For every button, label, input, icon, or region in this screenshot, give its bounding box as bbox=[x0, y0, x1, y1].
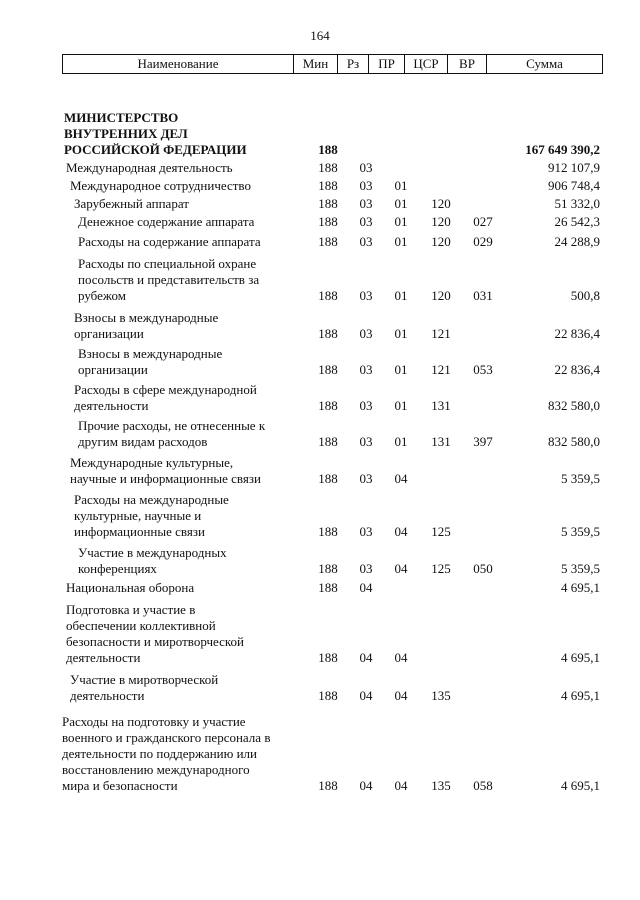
row-sum: 22 836,4 bbox=[554, 362, 600, 377]
row-name: Участие в миротворческой деятельности bbox=[70, 672, 219, 703]
row-sum: 4 695,1 bbox=[561, 778, 600, 793]
row-rz: 03 bbox=[359, 471, 373, 486]
row-min: 188 bbox=[318, 434, 338, 449]
row-sum: 4 695,1 bbox=[561, 688, 600, 703]
row-min: 188 bbox=[318, 178, 338, 193]
row-rz: 03 bbox=[359, 214, 373, 229]
row-sum: 906 748,4 bbox=[548, 178, 600, 193]
row-csr: 125 bbox=[431, 561, 451, 576]
row-sum: 26 542,3 bbox=[554, 214, 600, 229]
row-min: 188 bbox=[318, 362, 338, 377]
row-min: 188 bbox=[318, 688, 338, 703]
row-name: Взносы в международные организации bbox=[78, 346, 223, 377]
row-rz: 03 bbox=[359, 398, 373, 413]
row-pr: 01 bbox=[394, 362, 408, 377]
row-min: 188 bbox=[318, 524, 338, 539]
row-sum: 22 836,4 bbox=[554, 326, 600, 341]
row-rz: 03 bbox=[359, 561, 373, 576]
row-csr: 125 bbox=[431, 524, 451, 539]
row-sum: 51 332,0 bbox=[554, 196, 600, 211]
row-pr: 04 bbox=[394, 650, 408, 665]
row-name: МИНИСТЕРСТВО ВНУТРЕННИХ ДЕЛ РОССИЙСКОЙ ФЕДЕРАЦИИ bbox=[64, 110, 247, 157]
header-vr: ВР bbox=[448, 55, 487, 74]
row-csr: 120 bbox=[431, 234, 451, 249]
row-pr: 04 bbox=[394, 778, 408, 793]
row-name: Национальная оборона bbox=[66, 580, 195, 595]
row-name: Расходы на международные культурные, научные и информационные связи bbox=[74, 492, 229, 539]
row-csr: 120 bbox=[431, 196, 451, 211]
row-csr: 121 bbox=[431, 326, 451, 341]
row-min: 188 bbox=[318, 142, 338, 157]
row-csr: 120 bbox=[431, 288, 451, 303]
row-name: Участие в международных конференциях bbox=[78, 545, 227, 576]
row-min: 188 bbox=[318, 234, 338, 249]
row-pr: 04 bbox=[394, 561, 408, 576]
row-vr: 058 bbox=[473, 778, 493, 793]
row-pr: 01 bbox=[394, 326, 408, 341]
row-min: 188 bbox=[318, 561, 338, 576]
row-csr: 121 bbox=[431, 362, 451, 377]
row-name: Международная деятельность bbox=[66, 160, 233, 175]
row-csr: 135 bbox=[431, 688, 451, 703]
row-rz: 03 bbox=[359, 178, 373, 193]
row-vr: 031 bbox=[473, 288, 493, 303]
header-csr: ЦСР bbox=[405, 55, 448, 74]
row-min: 188 bbox=[318, 288, 338, 303]
row-name: Расходы на содержание аппарата bbox=[78, 234, 261, 249]
row-sum: 912 107,9 bbox=[548, 160, 600, 175]
row-min: 188 bbox=[318, 778, 338, 793]
row-name: Международное сотрудничество bbox=[70, 178, 251, 193]
row-sum: 832 580,0 bbox=[548, 434, 600, 449]
row-sum: 5 359,5 bbox=[561, 524, 600, 539]
header-pr: ПР bbox=[369, 55, 405, 74]
row-min: 188 bbox=[318, 214, 338, 229]
row-pr: 04 bbox=[394, 524, 408, 539]
row-pr: 01 bbox=[394, 196, 408, 211]
row-rz: 03 bbox=[359, 234, 373, 249]
row-rz: 04 bbox=[359, 580, 373, 595]
row-name: Расходы на подготовку и участие военного и гражданского персонала в деятельности по поддержанию или восстановлению международного мира и безопасности bbox=[62, 714, 271, 793]
row-csr: 131 bbox=[431, 434, 451, 449]
row-pr: 04 bbox=[394, 471, 408, 486]
row-rz: 03 bbox=[359, 326, 373, 341]
row-rz: 03 bbox=[359, 434, 373, 449]
row-sum: 5 359,5 bbox=[561, 471, 600, 486]
row-name: Подготовка и участие в обеспечении коллективной безопасности и миротворческой деятельности bbox=[66, 602, 245, 665]
row-min: 188 bbox=[318, 326, 338, 341]
row-name: Расходы в сфере международной деятельности bbox=[74, 382, 257, 413]
row-min: 188 bbox=[318, 650, 338, 665]
row-rz: 03 bbox=[359, 524, 373, 539]
row-sum: 4 695,1 bbox=[561, 650, 600, 665]
row-name: Международные культурные, научные и информационные связи bbox=[70, 455, 261, 486]
page-number: 164 bbox=[310, 28, 330, 43]
row-rz: 03 bbox=[359, 196, 373, 211]
row-sum: 24 288,9 bbox=[554, 234, 600, 249]
row-min: 188 bbox=[318, 196, 338, 211]
row-min: 188 bbox=[318, 398, 338, 413]
row-csr: 120 bbox=[431, 214, 451, 229]
row-sum: 832 580,0 bbox=[548, 398, 600, 413]
row-vr: 029 bbox=[473, 234, 493, 249]
row-vr: 050 bbox=[473, 561, 493, 576]
row-name: Прочие расходы, не отнесенные к другим видам расходов bbox=[78, 418, 266, 449]
row-csr: 135 bbox=[431, 778, 451, 793]
header-sum: Сумма bbox=[487, 55, 603, 74]
row-pr: 04 bbox=[394, 688, 408, 703]
header-name: Наименование bbox=[63, 55, 294, 74]
row-rz: 04 bbox=[359, 688, 373, 703]
header-rz: Рз bbox=[338, 55, 369, 74]
row-vr: 053 bbox=[473, 362, 493, 377]
row-rz: 03 bbox=[359, 288, 373, 303]
row-pr: 01 bbox=[394, 234, 408, 249]
row-rz: 04 bbox=[359, 650, 373, 665]
row-pr: 01 bbox=[394, 288, 408, 303]
row-pr: 01 bbox=[394, 178, 408, 193]
row-min: 188 bbox=[318, 580, 338, 595]
row-sum: 4 695,1 bbox=[561, 580, 600, 595]
row-sum: 167 649 390,2 bbox=[525, 142, 600, 157]
row-sum: 500,8 bbox=[570, 288, 600, 303]
row-rz: 03 bbox=[359, 362, 373, 377]
row-pr: 01 bbox=[394, 214, 408, 229]
row-name: Расходы по специальной охране посольств и представительств за рубежом bbox=[78, 256, 260, 303]
row-csr: 131 bbox=[431, 398, 451, 413]
row-sum: 5 359,5 bbox=[561, 561, 600, 576]
row-pr: 01 bbox=[394, 398, 408, 413]
row-rz: 03 bbox=[359, 160, 373, 175]
row-min: 188 bbox=[318, 471, 338, 486]
header-min: Мин bbox=[294, 55, 338, 74]
row-rz: 04 bbox=[359, 778, 373, 793]
row-name: Взносы в международные организации bbox=[74, 310, 219, 341]
row-name: Денежное содержание аппарата bbox=[78, 214, 255, 229]
row-pr: 01 bbox=[394, 434, 408, 449]
row-vr: 027 bbox=[473, 214, 493, 229]
row-name: Зарубежный аппарат bbox=[74, 196, 189, 211]
row-min: 188 bbox=[318, 160, 338, 175]
row-vr: 397 bbox=[473, 434, 493, 449]
